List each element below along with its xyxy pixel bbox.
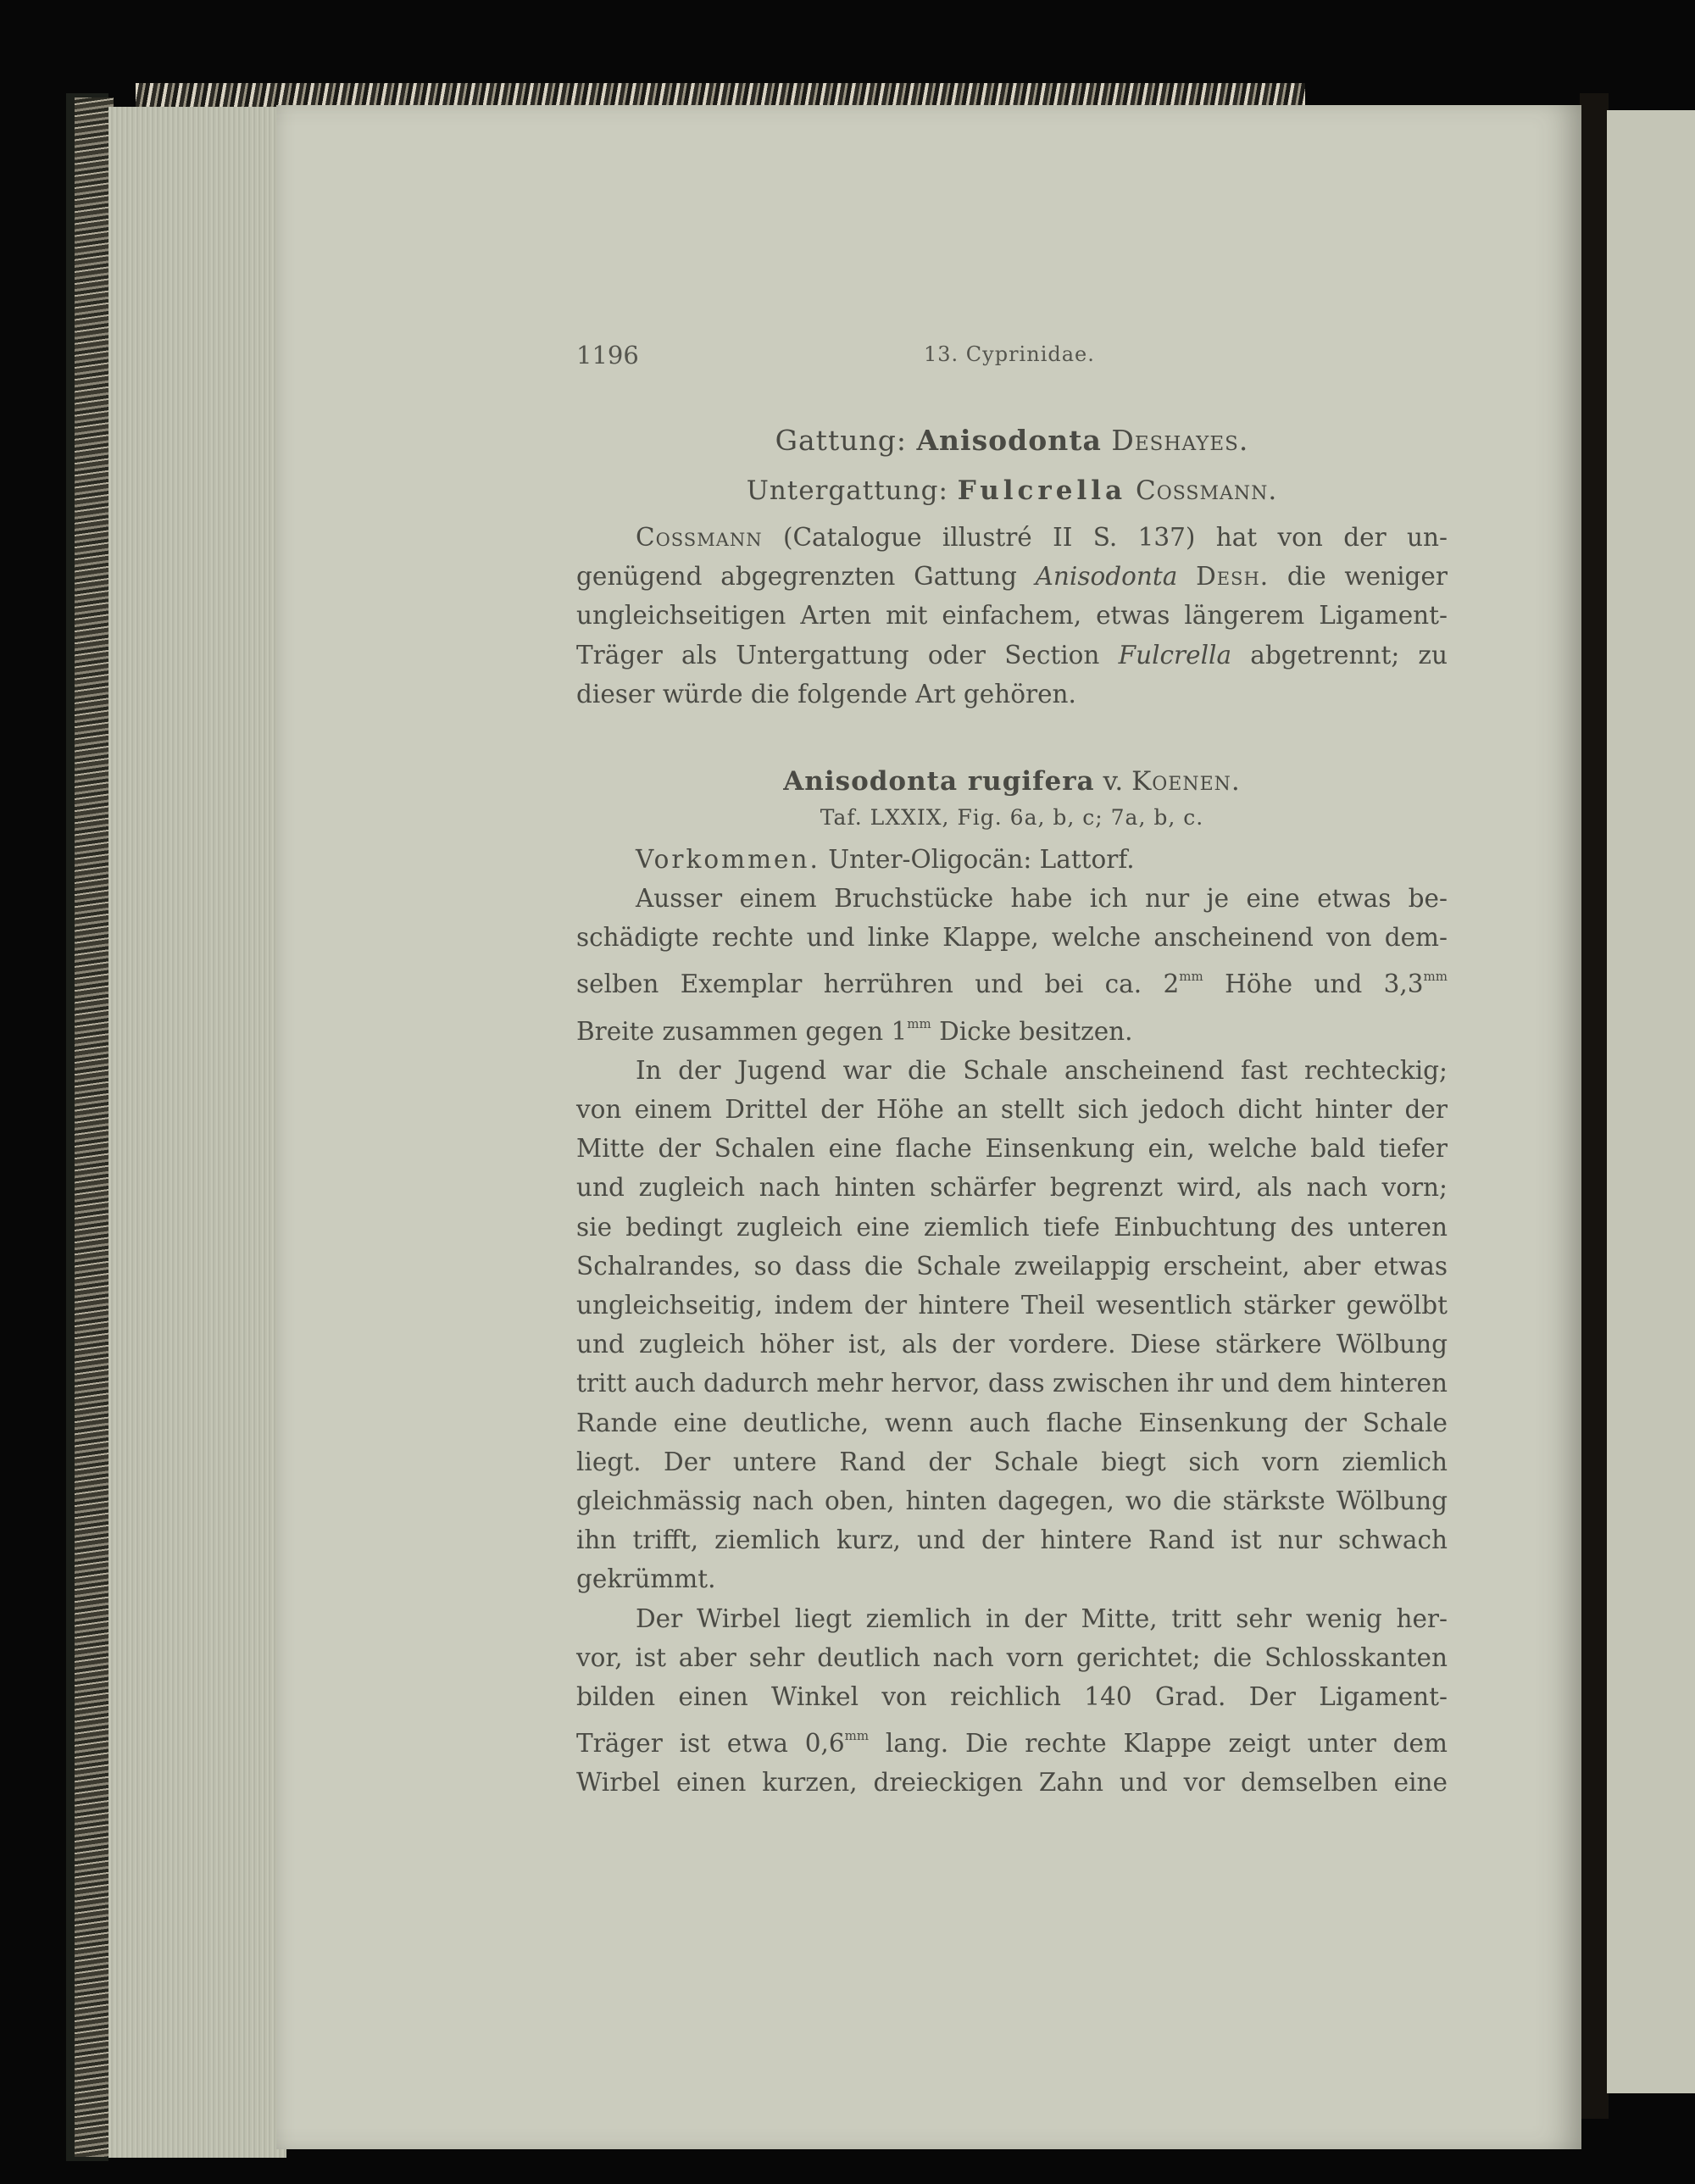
p1-line-4: Breite zusammen gegen $1^{mm}$ Dicke besitzen.: [576, 1015, 1133, 1046]
subgenus-italic: Fulcrella: [1118, 640, 1232, 670]
subgenus-prefix: Untergattung:: [746, 475, 948, 506]
p3-line-4: Träger ist etwa $0,6^{mm}$ lang. Die rechte Klappe zeigt unter dem: [576, 1728, 1448, 1759]
intro-line-4: Träger als Untergattung oder Section Fulcrella abgetrennt; zu: [576, 640, 1448, 670]
intro-paragraph: [576, 518, 1448, 714]
text-block: [576, 332, 1448, 1803]
occurrence-text: Unter-Oligocän: Lattorf.: [828, 845, 1135, 875]
p2-line: von einem Drittel der Höhe an stellt sich jedoch dicht hinter der: [576, 1095, 1448, 1125]
intro-author: Cossmann: [636, 523, 763, 552]
p2-line: In der Jugend war die Schale anscheinend fast rechteckig;: [636, 1055, 1448, 1085]
p3-line-1: Der Wirbel liegt ziemlich in der Mitte, tritt sehr wenig her-: [636, 1603, 1448, 1633]
occurrence: [576, 840, 1448, 879]
intro-line-1: Cossmann (Catalogue illustré II S. 137) hat von der un-: [636, 523, 1448, 552]
p3-line-5: Wirbel einen kurzen, dreieckigen Zahn und vor demselben eine: [576, 1768, 1448, 1798]
page-number: 1196: [576, 341, 639, 370]
intro-line-2: genügend abgegrenzten Gattung Anisodonta Desh. die weniger: [576, 562, 1448, 592]
p2-line: Rande eine deutliche, wenn auch flache Einsenkung der Schale: [576, 1408, 1448, 1437]
species-name: Anisodonta rugifera: [783, 766, 1095, 797]
genus-heading: [576, 424, 1448, 457]
subgenus-author: Cossmann.: [1135, 475, 1278, 506]
subgenus-heading: [576, 475, 1448, 506]
plate-reference: Taf. LXXIX, Fig. 6a, b, c; 7a, b, c.: [820, 805, 1204, 831]
p1-line-2: schädigte rechte und linke Klappe, welche anscheinend von dem-: [576, 923, 1448, 953]
p2-line: und zugleich nach hinten schärfer begrenzt wird, als nach vorn;: [576, 1173, 1448, 1203]
facing-page-edge: [1607, 110, 1695, 2093]
occurrence-label: Vorkommen.: [636, 845, 820, 875]
p2-line: und zugleich höher ist, als der vordere. Diese stärkere Wölbung: [576, 1330, 1448, 1359]
page-header: [576, 332, 1448, 383]
unit-mm: mm: [907, 1015, 931, 1031]
unit-mm: mm: [1179, 969, 1203, 985]
p2-line: sie bedingt zugleich eine ziemlich tiefe Einbuchtung des unteren: [576, 1212, 1448, 1242]
p2-line: gleichmässig nach oben, hinten dagegen, wo die stärkste Wölbung: [576, 1487, 1448, 1516]
genus-prefix: Gattung:: [775, 424, 907, 457]
p2-line: ihn trifft, ziemlich kurz, und der hintere Rand ist nur schwach: [576, 1525, 1448, 1555]
intro-line-3: ungleichseitigen Arten mit einfachem, etwas längerem Ligament-: [576, 601, 1448, 631]
p2-line: tritt auch dadurch mehr hervor, dass zwischen ihr und dem hinteren: [576, 1369, 1448, 1398]
unit-mm: mm: [1423, 969, 1448, 985]
species-author: Koenen.: [1131, 766, 1241, 797]
species-author-prefix: v.: [1103, 766, 1124, 797]
paragraph-2: [576, 1051, 1448, 1599]
p2-line: gekrümmt.: [576, 1564, 716, 1594]
genus-name: Anisodonta: [916, 424, 1102, 457]
p3-line-2: vor, ist aber sehr deutlich nach vorn gerichtet; die Schlosskanten: [576, 1642, 1448, 1672]
p2-line: Mitte der Schalen eine flache Einsenkung ein, welche bald tiefer: [576, 1134, 1448, 1164]
intro-line-5: dieser würde die folgende Art gehören.: [576, 679, 1076, 709]
species-heading: [576, 766, 1448, 797]
p2-line: ungleichseitig, indem der hintere Theil wesentlich stärker gewölbt: [576, 1291, 1448, 1320]
marbled-top-edge: [136, 83, 1305, 107]
book-gutter: [1580, 93, 1609, 2119]
p1-line-3: selben Exemplar herrühren und bei ca. $2^{mm}$ Höhe und $3,3^{mm}$: [576, 969, 1448, 999]
p2-line: liegt. Der untere Rand der Schale biegt sich vorn ziemlich: [576, 1447, 1448, 1476]
p1-line-1: Ausser einem Bruchstücke habe ich nur je eine etwas be-: [636, 884, 1448, 914]
genus-author: Deshayes.: [1111, 424, 1249, 457]
paragraph-1: [576, 879, 1448, 1051]
p2-line: Schalrandes, so dass die Schale zweilappig erscheint, aber etwas: [576, 1251, 1448, 1281]
p3-line-3: bilden einen Winkel von reichlich 140 Grad. Der Ligament-: [576, 1682, 1448, 1712]
unit-mm: mm: [844, 1728, 870, 1744]
paragraph-3: [576, 1599, 1448, 1803]
genus-italic: Anisodonta: [1035, 562, 1178, 592]
subgenus-name: Fulcrella: [957, 475, 1127, 506]
page-stack-edges: [108, 107, 286, 2158]
running-head: 13. Cyprinidae.: [924, 342, 1095, 366]
